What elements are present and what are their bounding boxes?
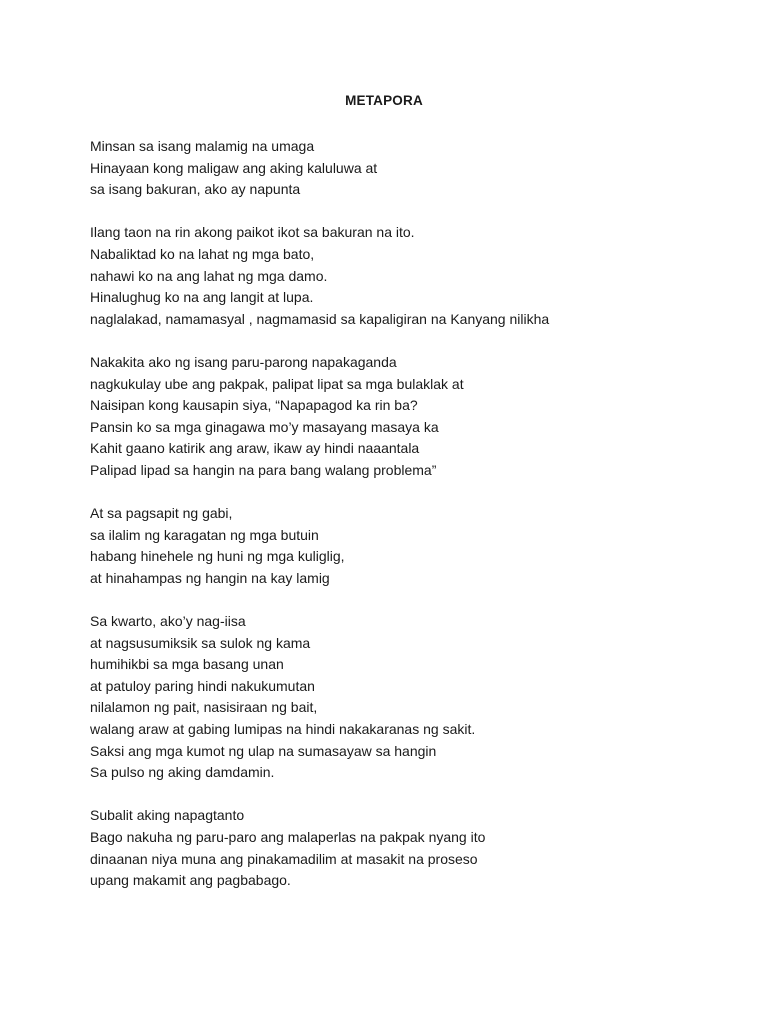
poem-line: Pansin ko sa mga ginagawa mo’y masayang masaya ka [90, 418, 439, 435]
poem-line: habang hinehele ng huni ng mga kuliglig, [90, 548, 345, 565]
stanza-4 [90, 503, 710, 589]
poem-line: nagkukulay ube ang pakpak, palipat lipat sa mga bulaklak at [90, 375, 464, 392]
poem-line: nilalamon ng pait, nasisiraan ng bait, [90, 699, 318, 716]
poem-line: at hinahampas ng hangin na kay lamig [90, 569, 330, 586]
poem-line: Palipad lipad sa hangin na para bang walang problema” [90, 461, 437, 478]
poem-line: Naisipan kong kausapin siya, “Napapagod ka rin ba? [90, 397, 418, 414]
stanza-3 [90, 352, 710, 482]
poem-line: Subalit aking napagtanto [90, 807, 245, 824]
poem-line: nahawi ko na ang lahat ng mga damo. [90, 267, 328, 284]
poem-line: Ilang taon na rin akong paikot ikot sa bakuran na ito. [90, 224, 415, 241]
poem-line: walang araw at gabing lumipas na hindi nakakaranas ng sakit. [90, 721, 476, 738]
poem-line: sa ilalim ng karagatan ng mga butuin [90, 526, 319, 543]
poem-line: Sa kwarto, ako’y nag-iisa [90, 613, 246, 630]
poem-line: dinaanan niya muna ang pinakamadilim at masakit na proseso [90, 850, 478, 867]
poem-line: Saksi ang mga kumot ng ulap na sumasayaw sa hangin [90, 742, 437, 759]
poem-line: Nakakita ako ng isang paru-parong napakaganda [90, 353, 397, 370]
poem-line: Sa pulso ng aking damdamin. [90, 764, 275, 781]
stanza-6 [90, 805, 710, 891]
stanza-1 [90, 136, 710, 201]
stanza-2 [90, 222, 710, 330]
poem-line: at patuloy paring hindi nakukumutan [90, 677, 315, 694]
stanza-5 [90, 611, 710, 784]
poem-line: humihikbi sa mga basang unan [90, 656, 284, 673]
poem-title: METAPORA [345, 93, 423, 108]
poem-line: At sa pagsapit ng gabi, [90, 505, 233, 522]
poem-line: Kahit gaano katirik ang araw, ikaw ay hindi naaantala [90, 440, 420, 457]
poem-line: Hinayaan kong maligaw ang aking kaluluwa at [90, 159, 378, 176]
poem-line: Minsan sa isang malamig na umaga [90, 138, 315, 154]
poem-line: Hinalughug ko na ang langit at lupa. [90, 289, 314, 306]
poem-line: upang makamit ang pagbabago. [90, 872, 291, 889]
poem-line: at nagsusumiksik sa sulok ng kama [90, 634, 311, 651]
poem-line: Bago nakuha ng paru-paro ang malaperlas na pakpak nyang ito [90, 829, 486, 845]
poem-body [90, 136, 710, 913]
poem-line: sa isang bakuran, ako ay napunta [90, 181, 301, 198]
poem-line: Nabaliktad ko na lahat ng mga bato, [90, 245, 315, 262]
poem-line: naglalakad, namamasyal , nagmamasid sa kapaligiran na Kanyang nilikha [90, 310, 550, 327]
